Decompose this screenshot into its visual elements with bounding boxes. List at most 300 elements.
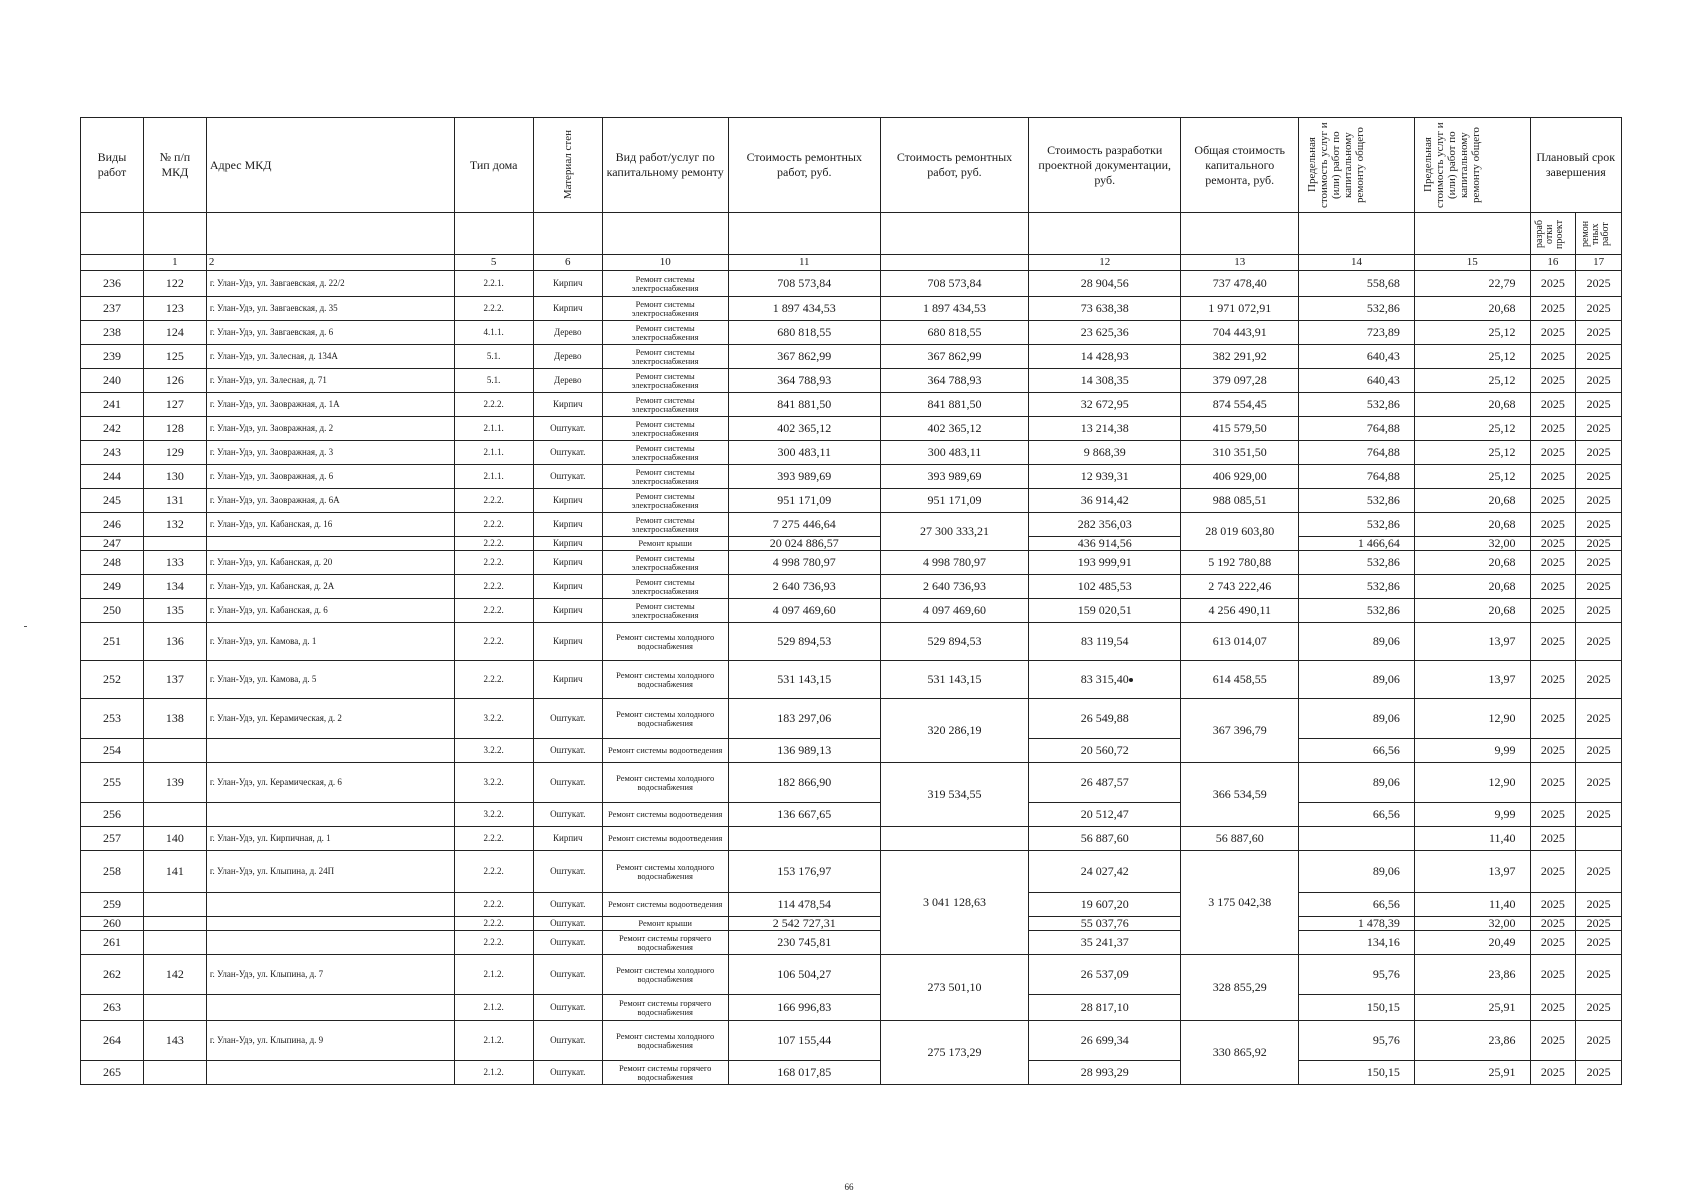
table-cell: 275 173,29 (880, 1021, 1028, 1085)
table-cell: Ремонт системы холодного водоснабжения (602, 851, 728, 893)
table-cell: 3.2.2. (454, 699, 533, 739)
header-cell: 13 (1181, 255, 1299, 271)
table-cell: Ремонт системы водоотведения (602, 803, 728, 827)
table-cell: 2025 (1530, 575, 1576, 599)
table-cell: 134 (143, 575, 206, 599)
table-row (81, 513, 1622, 537)
table-cell: Кирпич (533, 827, 602, 851)
header-cell: 6 (533, 255, 602, 271)
table-cell: 25,12 (1414, 345, 1530, 369)
table-row (81, 599, 1622, 623)
table-cell: 246 (81, 513, 144, 537)
table-cell: 402 365,12 (880, 417, 1028, 441)
table-cell: 436 914,56 (1029, 537, 1181, 551)
table-cell: г. Улан-Удэ, ул. Заовражная, д. 6 (206, 465, 454, 489)
table-cell: 367 396,79 (1181, 699, 1299, 763)
table-cell: 393 989,69 (880, 465, 1028, 489)
table-cell: 13,97 (1414, 851, 1530, 893)
table-cell: 2.2.2. (454, 917, 533, 931)
table-cell: 73 638,38 (1029, 297, 1181, 321)
header-cell (81, 213, 144, 255)
table-row (81, 441, 1622, 465)
table-body (81, 271, 1622, 1085)
table-cell: 83 119,54 (1029, 623, 1181, 661)
table-cell: 415 579,50 (1181, 417, 1299, 441)
table-cell: 32 672,95 (1029, 393, 1181, 417)
table-cell: Кирпич (533, 599, 602, 623)
table-cell: 249 (81, 575, 144, 599)
table-cell: Ремонт системы электроснабжения (602, 321, 728, 345)
table-cell: 20,68 (1414, 297, 1530, 321)
table-cell: Ремонт системы электроснабжения (602, 393, 728, 417)
table-cell: 89,06 (1299, 763, 1415, 803)
table-cell: 264 (81, 1021, 144, 1061)
table-cell: 55 037,76 (1029, 917, 1181, 931)
table-cell: 951 171,09 (880, 489, 1028, 513)
header-cell (206, 213, 454, 255)
table-cell: 273 501,10 (880, 955, 1028, 1021)
table-cell: 841 881,50 (880, 393, 1028, 417)
table-cell: Оштукат. (533, 851, 602, 893)
table-cell: 2025 (1576, 995, 1622, 1021)
table-cell: 22,79 (1414, 271, 1530, 297)
table-cell: г. Улан-Удэ, ул. Завгаевская, д. 22/2 (206, 271, 454, 297)
table-cell: г. Улан-Удэ, ул. Керамическая, д. 6 (206, 763, 454, 803)
table-cell: 2025 (1576, 803, 1622, 827)
table-row (81, 575, 1622, 599)
table-cell (143, 1061, 206, 1085)
table-cell: 153 176,97 (728, 851, 880, 893)
table-cell: 95,76 (1299, 955, 1415, 995)
table-cell: Ремонт системы горячего водоснабжения (602, 1061, 728, 1085)
table-cell: 142 (143, 955, 206, 995)
table-cell: 150,15 (1299, 1061, 1415, 1085)
header-repair-cost: Стоимость ремонтных работ, руб. (728, 118, 880, 213)
table-cell: 2.1.2. (454, 1061, 533, 1085)
table-cell: 9,99 (1414, 803, 1530, 827)
table-cell: 330 865,92 (1181, 1021, 1299, 1085)
table-cell: 127 (143, 393, 206, 417)
table-row (81, 537, 1622, 551)
table-cell: 25,12 (1414, 465, 1530, 489)
header-design-year: разраб отки проект (1530, 213, 1576, 255)
table-cell: 11,40 (1414, 893, 1530, 917)
table-cell: 2025 (1576, 441, 1622, 465)
table-cell: 25,12 (1414, 369, 1530, 393)
table-cell: Кирпич (533, 393, 602, 417)
table-cell: 379 097,28 (1181, 369, 1299, 393)
header-limit-cost-1: Предельная стоимость услуг и (или) работ по капитальному ремонту общего (1299, 118, 1415, 213)
table-cell: 2.2.2. (454, 893, 533, 917)
table-cell: Оштукат. (533, 465, 602, 489)
header-cell: 10 (602, 255, 728, 271)
table-cell: 28 904,56 (1029, 271, 1181, 297)
table-cell: 764,88 (1299, 465, 1415, 489)
table-cell: 2025 (1576, 917, 1622, 931)
table-cell: г. Улан-Удэ, ул. Заовражная, д. 3 (206, 441, 454, 465)
scan-mark (24, 626, 27, 627)
table-cell: 2025 (1576, 513, 1622, 537)
table-cell: 2.2.2. (454, 551, 533, 575)
table-row (81, 321, 1622, 345)
header-cell (1181, 213, 1299, 255)
header-cell (454, 213, 533, 255)
table-cell: 260 (81, 917, 144, 931)
table-row (81, 763, 1622, 803)
table-cell: 532,86 (1299, 393, 1415, 417)
table-cell: 613 014,07 (1181, 623, 1299, 661)
table-cell: 737 478,40 (1181, 271, 1299, 297)
table-cell: 89,06 (1299, 623, 1415, 661)
table-cell: 7 275 446,64 (728, 513, 880, 537)
header-house-type: Тип дома (454, 118, 533, 213)
table-cell (206, 1061, 454, 1085)
table-cell: 2025 (1530, 551, 1576, 575)
table-cell: 2025 (1530, 465, 1576, 489)
table-cell: 258 (81, 851, 144, 893)
table-cell (206, 537, 454, 551)
table-cell: 764,88 (1299, 417, 1415, 441)
table-cell: г. Улан-Удэ, ул. Клыпина, д. 9 (206, 1021, 454, 1061)
table-cell: Ремонт системы холодного водоснабжения (602, 699, 728, 739)
table-cell: 2025 (1576, 893, 1622, 917)
table-cell (1576, 827, 1622, 851)
table-cell: 4 097 469,60 (880, 599, 1028, 623)
table-cell: 532,86 (1299, 575, 1415, 599)
table-cell: 2025 (1576, 699, 1622, 739)
table-cell: 128 (143, 417, 206, 441)
table-cell: г. Улан-Удэ, ул. Заовражная, д. 1А (206, 393, 454, 417)
table-cell: 1 897 434,53 (728, 297, 880, 321)
table-cell: 143 (143, 1021, 206, 1061)
table-row (81, 995, 1622, 1021)
table-row (81, 271, 1622, 297)
table-cell: 2.1.1. (454, 465, 533, 489)
table-cell: 23,86 (1414, 955, 1530, 995)
table-cell: 320 286,19 (880, 699, 1028, 763)
table-cell: Дерево (533, 321, 602, 345)
header-cell: 5 (454, 255, 533, 271)
table-cell: 2025 (1576, 321, 1622, 345)
repair-schedule-sheet (80, 117, 1622, 1085)
table-cell: 2025 (1530, 271, 1576, 297)
table-cell: 32,00 (1414, 917, 1530, 931)
table-cell: 4 097 469,60 (728, 599, 880, 623)
table-cell: Ремонт системы холодного водоснабжения (602, 1021, 728, 1061)
header-cell (143, 213, 206, 255)
table-cell: Ремонт крыши (602, 917, 728, 931)
table-cell: 2025 (1576, 599, 1622, 623)
table-cell: г. Улан-Удэ, ул. Завгаевская, д. 6 (206, 321, 454, 345)
table-cell: 250 (81, 599, 144, 623)
table-cell: 529 894,53 (728, 623, 880, 661)
table-cell: 166 996,83 (728, 995, 880, 1021)
table-cell: г. Улан-Удэ, ул. Кирпичная, д. 1 (206, 827, 454, 851)
table-cell (143, 917, 206, 931)
table-cell: 230 745,81 (728, 931, 880, 955)
header-works-year: ремон тных работ (1576, 213, 1622, 255)
table-cell: 136 989,13 (728, 739, 880, 763)
table-cell: 95,76 (1299, 1021, 1415, 1061)
table-cell: 2025 (1530, 763, 1576, 803)
table-cell: 614 458,55 (1181, 661, 1299, 699)
table-cell: 874 554,45 (1181, 393, 1299, 417)
table-cell: 2025 (1530, 513, 1576, 537)
header-cell (880, 255, 1028, 271)
table-cell: 240 (81, 369, 144, 393)
header-wall-material: Материал стен (533, 118, 602, 213)
table-cell: 248 (81, 551, 144, 575)
table-cell: 2025 (1530, 955, 1576, 995)
table-cell: г. Улан-Удэ, ул. Залесная, д. 71 (206, 369, 454, 393)
table-cell: 255 (81, 763, 144, 803)
table-cell: 2025 (1530, 995, 1576, 1021)
table-cell: 83 315,40 (1029, 661, 1181, 699)
table-cell: 20,68 (1414, 551, 1530, 575)
table-cell: 126 (143, 369, 206, 393)
table-cell (143, 931, 206, 955)
table-cell: 532,86 (1299, 513, 1415, 537)
header-cell: 12 (1029, 255, 1181, 271)
table-cell: г. Улан-Удэ, ул. Кабанская, д. 20 (206, 551, 454, 575)
table-cell: 764,88 (1299, 441, 1415, 465)
table-cell: 27 300 333,21 (880, 513, 1028, 551)
table-cell: 28 019 603,80 (1181, 513, 1299, 551)
table-cell: Ремонт крыши (602, 537, 728, 551)
repair-schedule-table (80, 117, 1622, 1085)
table-cell: 135 (143, 599, 206, 623)
table-cell: г. Улан-Удэ, ул. Залесная, д. 134А (206, 345, 454, 369)
column-number-row (81, 255, 1622, 271)
table-cell: 182 866,90 (728, 763, 880, 803)
table-cell: 406 929,00 (1181, 465, 1299, 489)
table-cell: 193 999,91 (1029, 551, 1181, 575)
table-cell: 532,86 (1299, 489, 1415, 513)
table-cell: 2025 (1576, 763, 1622, 803)
table-cell: 2.2.2. (454, 297, 533, 321)
table-row (81, 369, 1622, 393)
table-cell: 2025 (1576, 551, 1622, 575)
table-cell: 122 (143, 271, 206, 297)
table-cell: 2025 (1530, 599, 1576, 623)
table-cell: 300 483,11 (880, 441, 1028, 465)
table-row (81, 623, 1622, 661)
table-cell: 310 351,50 (1181, 441, 1299, 465)
table-cell: 130 (143, 465, 206, 489)
table-cell: 2.2.2. (454, 599, 533, 623)
table-cell: Ремонт системы холодного водоснабжения (602, 623, 728, 661)
table-cell: Ремонт системы холодного водоснабжения (602, 763, 728, 803)
table-cell: 532,86 (1299, 599, 1415, 623)
table-cell: 988 085,51 (1181, 489, 1299, 513)
table-cell: 133 (143, 551, 206, 575)
table-cell: 2025 (1576, 575, 1622, 599)
table-cell: 2.2.2. (454, 537, 533, 551)
table-cell: 5.1. (454, 345, 533, 369)
table-cell: 123 (143, 297, 206, 321)
table-cell: 366 534,59 (1181, 763, 1299, 827)
table-cell: 3.2.2. (454, 763, 533, 803)
table-cell: 2025 (1530, 489, 1576, 513)
table-cell: 532,86 (1299, 551, 1415, 575)
table-cell: 114 478,54 (728, 893, 880, 917)
table-cell: 2025 (1530, 393, 1576, 417)
table-cell (143, 995, 206, 1021)
table-cell: 25,12 (1414, 441, 1530, 465)
table-cell: 532,86 (1299, 297, 1415, 321)
table-cell: 14 308,35 (1029, 369, 1181, 393)
table-cell: 4 998 780,97 (880, 551, 1028, 575)
table-cell: Дерево (533, 345, 602, 369)
table-cell: 20,68 (1414, 513, 1530, 537)
table-cell: 2025 (1530, 893, 1576, 917)
table-row (81, 917, 1622, 931)
table-cell: 2025 (1530, 661, 1576, 699)
table-cell: 66,56 (1299, 803, 1415, 827)
table-cell: 125 (143, 345, 206, 369)
table-cell: Ремонт системы электроснабжения (602, 551, 728, 575)
table-cell: 89,06 (1299, 699, 1415, 739)
table-cell: 35 241,37 (1029, 931, 1181, 955)
table-cell: г. Улан-Удэ, ул. Клыпина, д. 7 (206, 955, 454, 995)
header-address: Адрес МКД (206, 118, 454, 213)
table-cell: 2.2.2. (454, 623, 533, 661)
table-cell: Ремонт системы холодного водоснабжения (602, 955, 728, 995)
table-cell: 680 818,55 (728, 321, 880, 345)
table-cell: 247 (81, 537, 144, 551)
table-cell: 2025 (1576, 345, 1622, 369)
table-cell: Кирпич (533, 537, 602, 551)
table-cell: г. Улан-Удэ, ул. Заовражная, д. 6А (206, 489, 454, 513)
table-cell: 138 (143, 699, 206, 739)
table-cell: 2025 (1576, 489, 1622, 513)
table-cell: 2025 (1530, 369, 1576, 393)
header-cell (1029, 213, 1181, 255)
header-cell: 16 (1530, 255, 1576, 271)
table-cell: 393 989,69 (728, 465, 880, 489)
table-row (81, 827, 1622, 851)
table-cell: 26 537,09 (1029, 955, 1181, 995)
table-cell: 36 914,42 (1029, 489, 1181, 513)
table-row (81, 955, 1622, 995)
header-cell (1414, 213, 1530, 255)
table-cell: 2025 (1576, 537, 1622, 551)
table-cell: 106 504,27 (728, 955, 880, 995)
table-cell: Ремонт системы электроснабжения (602, 271, 728, 297)
table-cell: 237 (81, 297, 144, 321)
table-cell: 56 887,60 (1181, 827, 1299, 851)
table-cell: 13 214,38 (1029, 417, 1181, 441)
table-cell: 241 (81, 393, 144, 417)
table-cell: 2 542 727,31 (728, 917, 880, 931)
table-cell: 3.2.2. (454, 803, 533, 827)
table-cell: 2025 (1530, 851, 1576, 893)
table-row (81, 661, 1622, 699)
table-cell: 640,43 (1299, 345, 1415, 369)
table-cell: Оштукат. (533, 739, 602, 763)
table-cell (143, 739, 206, 763)
table-row (81, 851, 1622, 893)
table-cell: 13,97 (1414, 623, 1530, 661)
table-cell: 4 256 490,11 (1181, 599, 1299, 623)
table-cell: 708 573,84 (880, 271, 1028, 297)
table-cell: Оштукат. (533, 763, 602, 803)
table-cell: 251 (81, 623, 144, 661)
table-cell: 239 (81, 345, 144, 369)
table-cell: Оштукат. (533, 893, 602, 917)
table-cell: 26 549,88 (1029, 699, 1181, 739)
table-row (81, 345, 1622, 369)
table-cell: Ремонт системы электроснабжения (602, 489, 728, 513)
table-cell (206, 917, 454, 931)
table-row (81, 1061, 1622, 1085)
table-cell: 558,68 (1299, 271, 1415, 297)
table-cell: 2.2.2. (454, 575, 533, 599)
table-cell: Ремонт системы водоотведения (602, 893, 728, 917)
table-cell: 263 (81, 995, 144, 1021)
table-cell: 124 (143, 321, 206, 345)
table-cell (728, 827, 880, 851)
table-row (81, 803, 1622, 827)
table-cell: 2025 (1576, 465, 1622, 489)
table-cell: 2025 (1530, 623, 1576, 661)
table-cell: 2.2.2. (454, 489, 533, 513)
table-cell: 300 483,11 (728, 441, 880, 465)
table-cell: Ремонт системы электроснабжения (602, 345, 728, 369)
table-cell: 2.1.2. (454, 1021, 533, 1061)
table-cell: 89,06 (1299, 851, 1415, 893)
table-cell: 2.2.2. (454, 851, 533, 893)
table-cell: Дерево (533, 369, 602, 393)
header-cell: 15 (1414, 255, 1530, 271)
table-cell: 137 (143, 661, 206, 699)
table-cell: 2025 (1576, 369, 1622, 393)
table-cell: Оштукат. (533, 699, 602, 739)
table-cell: Кирпич (533, 551, 602, 575)
table-cell: 680 818,55 (880, 321, 1028, 345)
header-total-cost: Общая стоимость капитального ремонта, руб. (1181, 118, 1299, 213)
table-cell: Оштукат. (533, 1021, 602, 1061)
table-cell: 2.1.1. (454, 417, 533, 441)
table-cell: 20 560,72 (1029, 739, 1181, 763)
table-cell: Кирпич (533, 623, 602, 661)
table-row (81, 393, 1622, 417)
table-cell: 2.2.2. (454, 931, 533, 955)
table-cell: 129 (143, 441, 206, 465)
table-cell: 20 024 886,57 (728, 537, 880, 551)
table-cell (206, 931, 454, 955)
table-cell: Ремонт системы электроснабжения (602, 441, 728, 465)
table-cell: 20 512,47 (1029, 803, 1181, 827)
table-cell: г. Улан-Удэ, ул. Камова, д. 1 (206, 623, 454, 661)
table-cell: 20,68 (1414, 489, 1530, 513)
table-cell: г. Улан-Удэ, ул. Кабанская, д. 6 (206, 599, 454, 623)
table-cell: Кирпич (533, 489, 602, 513)
table-cell: 4 998 780,97 (728, 551, 880, 575)
table-cell: г. Улан-Удэ, ул. Камова, д. 5 (206, 661, 454, 699)
table-cell: 66,56 (1299, 893, 1415, 917)
table-cell: 531 143,15 (880, 661, 1028, 699)
table-cell: Ремонт системы электроснабжения (602, 465, 728, 489)
table-cell: 402 365,12 (728, 417, 880, 441)
table-cell: 236 (81, 271, 144, 297)
table-cell: Ремонт системы горячего водоснабжения (602, 931, 728, 955)
header-work-kind: Вид работ/услуг по капитальному ремонту (602, 118, 728, 213)
table-cell: 252 (81, 661, 144, 699)
table-cell: 136 667,65 (728, 803, 880, 827)
table-cell: г. Улан-Удэ, ул. Керамическая, д. 2 (206, 699, 454, 739)
table-cell: Ремонт системы холодного водоснабжения (602, 661, 728, 699)
